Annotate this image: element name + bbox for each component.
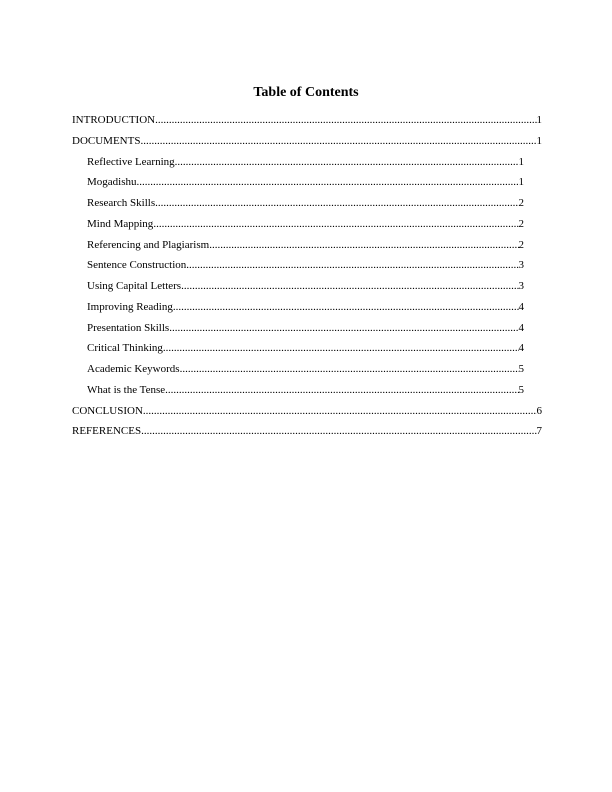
toc-entry-label: Referencing and Plagiarism <box>87 238 210 251</box>
toc-entry-introduction[interactable] <box>72 112 542 133</box>
toc-entry-label: CONCLUSION <box>72 404 143 417</box>
dot-leader <box>173 299 519 315</box>
toc-entry-page: 1 <box>518 155 524 168</box>
dot-leader <box>165 382 518 398</box>
toc-entry-page: 4 <box>518 342 524 355</box>
dot-leader <box>175 154 519 170</box>
toc-entry-page: 7 <box>536 425 542 438</box>
toc-entry-using-capital-letters[interactable] <box>72 278 524 299</box>
dot-leader <box>169 320 518 336</box>
toc-entry-mogadishu[interactable] <box>72 174 524 195</box>
toc-entry-label: What is the Tense <box>87 383 166 396</box>
toc-entry-page: 5 <box>518 363 524 375</box>
toc-entry-label: Research Skills <box>87 197 156 209</box>
dot-leader <box>141 423 536 439</box>
toc-entry-label: Improving Reading <box>87 300 173 313</box>
toc-entry-label: DOCUMENTS <box>72 134 141 147</box>
toc-title: Table of Contents <box>253 85 359 100</box>
toc-entry-page: 6 <box>536 404 542 417</box>
toc-entry-label: Reflective Learning <box>87 155 175 168</box>
dot-leader <box>180 361 519 377</box>
dot-leader <box>143 403 537 419</box>
toc-entry-label: Academic Keywords <box>87 363 180 375</box>
toc-entry-label: Presentation Skills <box>87 321 170 334</box>
dot-leader <box>209 237 518 253</box>
toc-entry-label: REFERENCES <box>72 425 142 438</box>
toc-entry-academic-keywords[interactable] <box>72 361 524 382</box>
toc-entry-referencing-and-plagiarism[interactable] <box>72 237 524 258</box>
toc-entry-sentence-construction[interactable] <box>72 257 524 278</box>
dot-leader <box>155 112 536 128</box>
toc-entry-page: 2 <box>518 238 524 251</box>
toc-entry-research-skills[interactable] <box>72 195 524 216</box>
toc-entry-page: 3 <box>518 280 524 292</box>
toc-entry-page: 3 <box>518 259 524 272</box>
toc-entry-documents[interactable] <box>72 133 542 154</box>
toc-entry-label: Mogadishu <box>87 176 137 189</box>
toc-entry-page: 2 <box>518 197 524 209</box>
toc-entry-page: 1 <box>536 114 542 126</box>
toc-entry-page: 4 <box>518 300 524 313</box>
dot-leader <box>186 257 518 273</box>
toc-entry-label: Using Capital Letters <box>87 280 182 292</box>
dot-leader <box>137 174 519 190</box>
dot-leader <box>163 340 519 356</box>
toc-entry-page: 5 <box>518 383 524 396</box>
toc-entry-label: INTRODUCTION <box>72 114 156 126</box>
toc-entry-label: Critical Thinking <box>87 342 163 355</box>
toc-entry-presentation-skills[interactable] <box>72 320 524 341</box>
toc-entry-page: 1 <box>536 134 542 147</box>
toc-entry-label: Mind Mapping <box>87 217 154 230</box>
toc-entry-page: 1 <box>518 176 524 189</box>
toc-entry-conclusion[interactable] <box>72 403 542 424</box>
dot-leader <box>153 216 518 232</box>
toc-entry-what-is-the-tense[interactable] <box>72 382 524 403</box>
toc-entry-page: 4 <box>518 321 524 334</box>
toc-entry-improving-reading[interactable] <box>72 299 524 320</box>
toc-entry-reflective-learning[interactable] <box>72 154 524 175</box>
toc-entry-label: Sentence Construction <box>87 259 187 272</box>
dot-leader <box>140 133 536 149</box>
dot-leader <box>181 278 518 294</box>
toc-list <box>72 112 542 444</box>
toc-entry-mind-mapping[interactable] <box>72 216 524 237</box>
toc-entry-critical-thinking[interactable] <box>72 340 524 361</box>
toc-entry-references[interactable] <box>72 423 542 444</box>
toc-entry-page: 2 <box>518 217 524 230</box>
dot-leader <box>155 195 518 211</box>
